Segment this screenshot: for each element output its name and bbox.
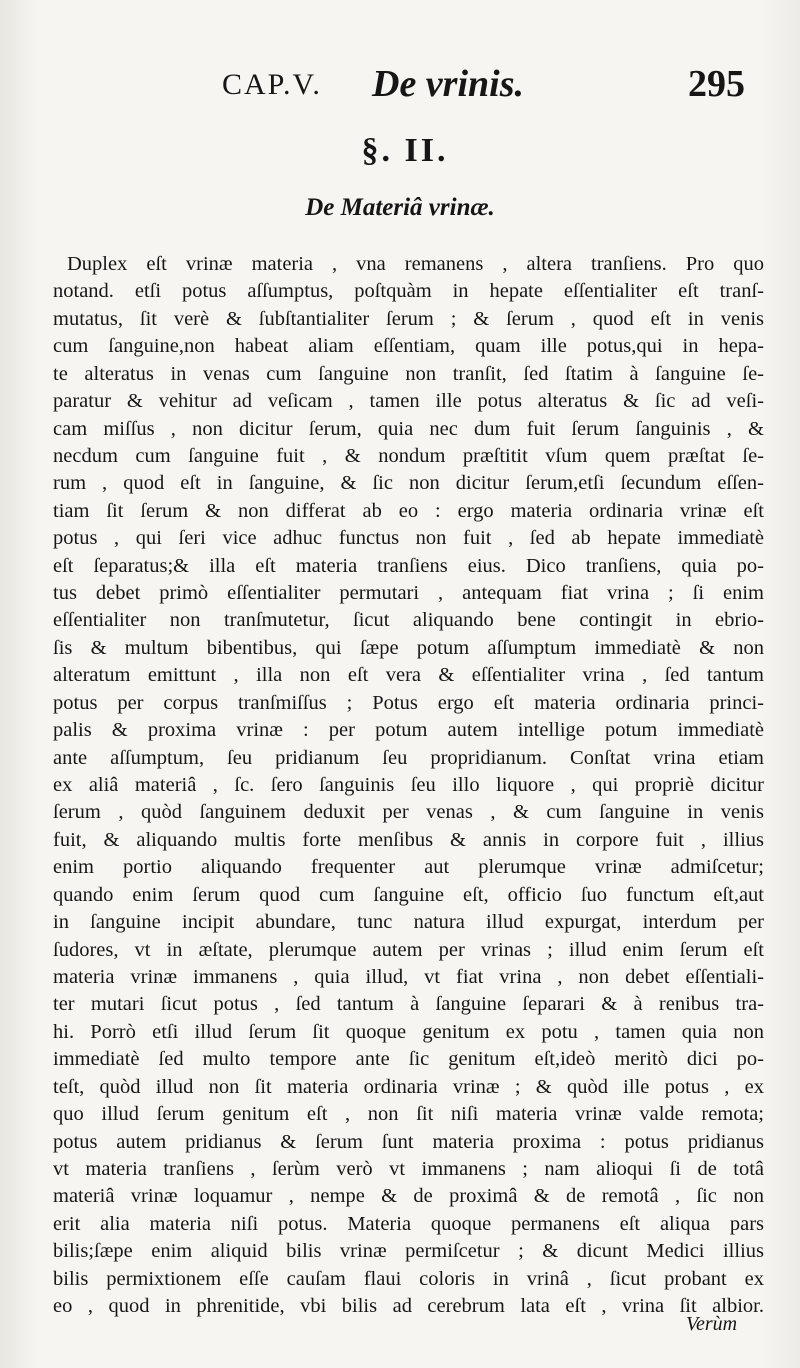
text-line: eſt ſeparatus;& illa eſt materia tranſiens eius. Dico tranſiens, quia po- <box>53 554 764 577</box>
text-line: in ſanguine incipit abundare, tunc natura illud expurgat, interdum per <box>53 911 764 934</box>
text-line: teſt, quòd illud non ſit materia ordinaria vrinæ ; & quòd ille potus , ex <box>53 1075 764 1098</box>
text-line: quo illud ſerum genitum eſt , non ſit niſi materia vrinæ valde remota; <box>53 1103 764 1126</box>
text-line: tus debet primò eſſentialiter permutari , antequam fiat vrina ; ſi enim <box>53 582 764 605</box>
text-line: mutatus, ſit verè & ſubſtantialiter ſerum ; & ſerum , quod eſt in venis <box>53 307 764 330</box>
text-line: materia vrinæ immanens , quia illud, vt fiat vrina , non debet eſſentiali- <box>53 965 764 988</box>
text-line: eo , quod in phrenitide, vbi bilis ad cerebrum lata eſt , vrina ſit albior. <box>53 1295 764 1318</box>
catchword: Verùm <box>686 1313 738 1335</box>
text-line: notand. etſi potus aſſumptus, poſtquàm in hepate eſſentialiter eſt tranſ- <box>53 280 764 303</box>
text-line: cam miſſus , non dicitur ſerum, quia nec dum fuit ſerum ſanguinis , & <box>53 417 764 440</box>
text-line: potus per corpus tranſmiſſus ; Potus ergo eſt materia ordinaria princi- <box>53 691 764 714</box>
section-number: §. II. <box>361 132 449 169</box>
text-line: potus , qui ſeri vice adhuc functus non fuit , ſed ab hepate immediatè <box>53 527 764 550</box>
text-line: eſſentialiter non tranſmutetur, ſicut aliquando bene contingit in ebrio- <box>53 609 764 632</box>
text-line: Duplex eſt vrinæ materia , vna remanens , altera tranſiens. Pro quo <box>67 253 764 275</box>
body-text <box>53 251 764 1320</box>
text-line: hi. Porrò etſi illud ſerum ſit quoque genitum ex potu , tamen quia non <box>53 1020 764 1043</box>
text-line: ſudores, vt in æſtate, plerumque autem per vrinas ; illud enim ſerum eſt <box>53 938 764 961</box>
text-line: tiam ſit ſerum & non differat ab eo : ergo materia ordinaria vrinæ eſt <box>53 499 764 522</box>
text-line: rum , quod eſt in ſanguine, & ſic non dicitur ſerum,etſi ſecundum eſſen- <box>53 472 764 495</box>
text-line: fuit, & aliquando multis forte menſibus & annis in corpore fuit , illius <box>53 828 764 851</box>
page-number: 295 <box>688 63 745 105</box>
text-line: vt materia tranſiens , ſerùm verò vt immanens ; nam alioqui ſi de totâ <box>53 1157 764 1180</box>
text-line: te alteratus in venas cum ſanguine non tranſit, ſed ſtatim à ſanguine ſe- <box>53 362 764 385</box>
text-line: ſerum , quòd ſanguinem deduxit per venas , & cum ſanguine in venis <box>53 801 764 824</box>
text-line: quando enim ſerum quod cum ſanguine eſt, officio ſuo functum eſt,aut <box>53 883 764 906</box>
text-line: erit alia materia niſi potus. Materia quoque permanens eſt aliqua pars <box>53 1212 764 1235</box>
text-line: enim portio aliquando frequenter aut plerumque vrinæ admiſcetur; <box>53 856 764 879</box>
section-title: De Materiâ vrinæ. <box>305 194 495 221</box>
text-line: potus autem pridianus & ſerum ſunt materia proxima : potus pridianus <box>53 1130 764 1153</box>
running-title: De vrinis. <box>372 63 524 105</box>
text-line: palis & proxima vrinæ : per potum autem intellige potum immediatè <box>53 719 764 742</box>
text-line: necdum cum ſanguine fuit , & nondum præſtitit vſum quem præſtat ſe- <box>53 444 764 467</box>
text-line: ex aliâ materiâ , ſc. ſero ſanguinis ſeu illo liquore , qui propriè dicitur <box>53 774 764 797</box>
running-head <box>0 58 800 108</box>
text-line: cum ſanguine,non habeat aliam eſſentiam, quam ille potus,qui in hepa- <box>53 335 764 358</box>
text-line: paratur & vehitur ad veſicam , tamen ille potus alteratus & ſic ad veſi- <box>53 390 764 413</box>
text-line: bilis permixtionem eſſe cauſam flaui coloris in vrinâ , ſicut probant ex <box>53 1267 764 1290</box>
text-line: ſis & multum bibentibus, qui ſæpe potum aſſumptum immediatè & non <box>53 636 764 659</box>
text-line: bilis;ſæpe enim aliquid bilis vrinæ permiſcetur ; & dicunt Medici illius <box>53 1240 764 1263</box>
text-line: alteratum emittunt , illa non eſt vera & eſſentialiter vrina , ſed tantum <box>53 664 764 687</box>
text-line: ante aſſumptum, ſeu pridianum ſeu propridianum. Conſtat vrina etiam <box>53 746 764 769</box>
text-line: immediatè ſed multo tempore ante ſic genitum eſt,ideò meritò dici po- <box>53 1048 764 1071</box>
chapter-label: CAP.V. <box>222 68 322 101</box>
text-line: ter mutari ſicut potus , ſed tantum à ſanguine ſeparari & à renibus tra- <box>53 993 764 1016</box>
text-line: materiâ vrinæ loquamur , nempe & de proximâ & de remotâ , ſic non <box>53 1185 764 1208</box>
